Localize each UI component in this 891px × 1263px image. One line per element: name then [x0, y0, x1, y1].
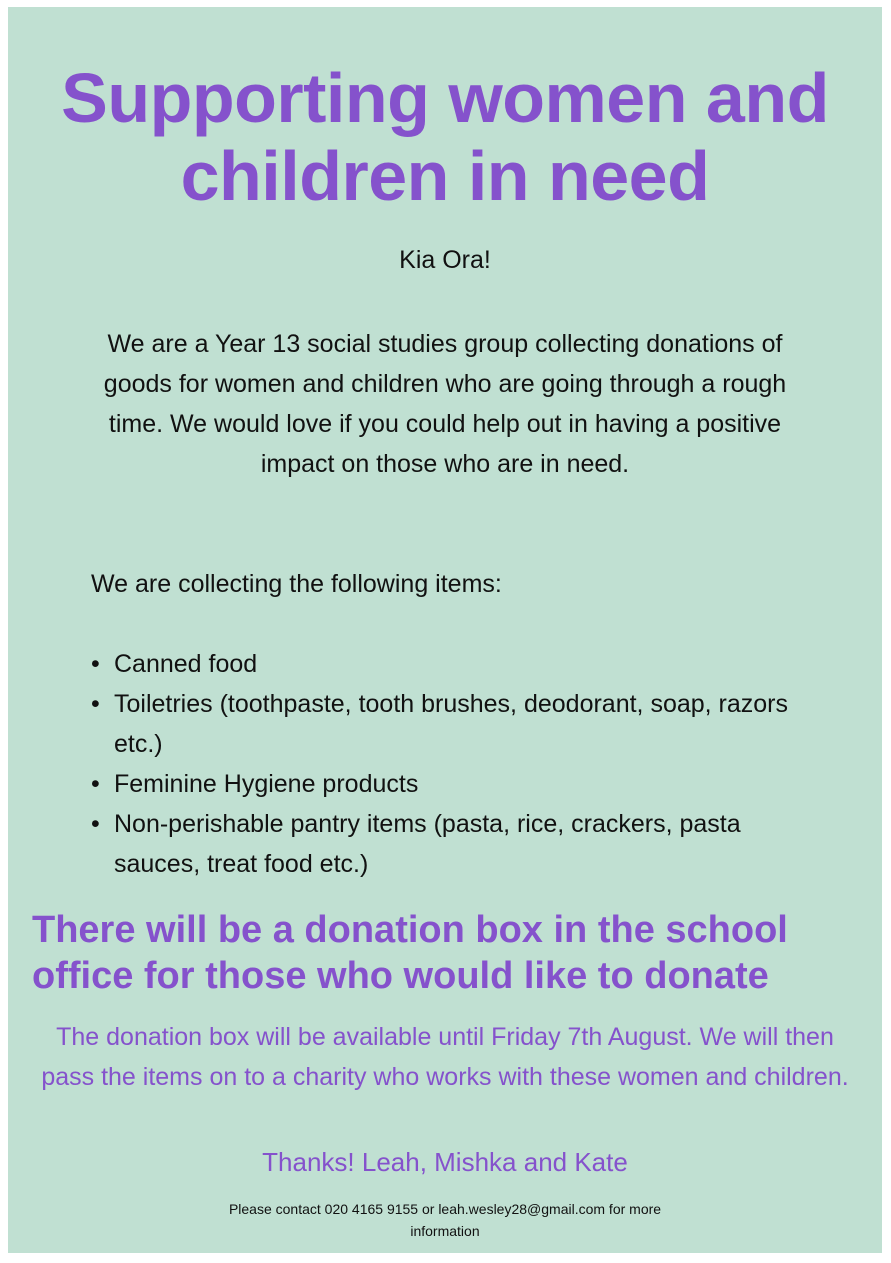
item-label: Feminine Hygiene products	[114, 770, 419, 798]
thanks-signature: Thanks! Leah, Mishka and Kate	[262, 1147, 628, 1177]
items-list	[91, 644, 811, 884]
donation-box-heading: There will be a donation box in the school office for those who would like to donate	[32, 909, 788, 997]
item-label: Canned food	[114, 650, 258, 678]
bullet-icon: •	[91, 810, 100, 838]
bullet-icon: •	[91, 650, 100, 678]
greeting: Kia Ora!	[399, 246, 491, 274]
list-item	[91, 764, 811, 804]
intro-paragraph: We are a Year 13 social studies group collecting donations of goods for women and children who are going through a rough time. We would love if you could help out in having a positive impact on those who are in need.	[103, 330, 787, 478]
poster	[8, 7, 882, 1253]
collecting-label: We are collecting the following items:	[91, 570, 502, 598]
list-item	[91, 684, 811, 764]
poster-title: Supporting women and children in need	[61, 59, 829, 215]
item-label: Toiletries (toothpaste, tooth brushes, deodorant, soap, razors etc.)	[114, 690, 788, 758]
availability-text: The donation box will be available until Friday 7th August. We will then pass the items on to a charity who works with these women and children.	[41, 1023, 849, 1091]
contact-info: Please contact 020 4165 9155 or leah.wesley28@gmail.com for more information	[228, 1201, 662, 1239]
list-item	[91, 804, 811, 884]
list-item	[91, 644, 811, 684]
bullet-icon: •	[91, 690, 100, 718]
bullet-icon: •	[91, 770, 100, 798]
item-label: Non-perishable pantry items (pasta, rice, crackers, pasta sauces, treat food etc.)	[114, 810, 741, 878]
